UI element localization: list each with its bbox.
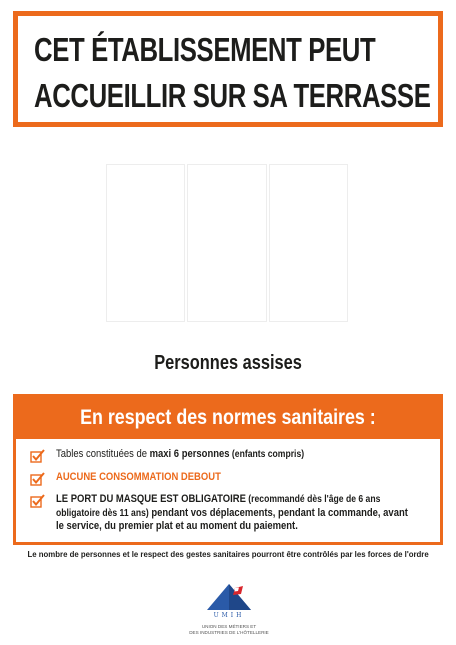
rule-prefix: Tables constituées de: [56, 448, 150, 460]
logo-subtitle: [184, 624, 274, 635]
header-frame: [13, 11, 443, 127]
capacity-digit-boxes: [106, 164, 350, 322]
capacity-digit-box: [106, 164, 185, 322]
rule-text: [56, 493, 408, 534]
checkbox-checked-icon: [30, 472, 46, 486]
checkbox-checked-icon: [30, 449, 46, 463]
rule-note: (recommandé dès l'âge de 6 ans: [245, 494, 381, 505]
rule-note: obligatoire dès 11 ans): [56, 507, 149, 519]
rule-emphasis: LE PORT DU MASQUE EST OBLIGATOIRE: [56, 493, 246, 505]
norms-title: En respect des normes sanitaires :: [80, 406, 376, 429]
footer-note: [0, 549, 456, 559]
pyramid-logo-icon: [205, 582, 253, 612]
header-line-1: CET ÉTABLISSEMENT PEUT: [34, 31, 376, 68]
logo-subtitle-line: UNION DES MÉTIERS ET: [201, 624, 257, 629]
capacity-digit-box: [187, 164, 266, 322]
logo-subtitle-line: DES INDUSTRIES DE L'HÔTELLERIE: [189, 629, 269, 635]
capacity-label-text: Personnes assises: [154, 352, 302, 374]
rule-suffix: (enfants compris): [229, 449, 305, 460]
rule-emphasis: maxi 6 personnes: [149, 448, 230, 460]
header-line-2: ACCUEILLIR SUR SA TERRASSE: [34, 77, 431, 114]
capacity-digit-box: [269, 164, 348, 322]
rule-text: AUCUNE CONSOMMATION DEBOUT: [56, 471, 221, 483]
sanitary-norms-box: [13, 394, 443, 545]
umih-logo: [184, 582, 274, 642]
checkbox-checked-icon: [30, 494, 46, 508]
logo-letters: UMIH: [213, 612, 245, 619]
rule-detail: pendant vos déplacements, pendant la commande, avant: [148, 506, 408, 519]
rule-text: [56, 448, 304, 462]
rule-detail: le service, du premier plat et au moment du paiement.: [56, 520, 298, 532]
footer-note-text: Le nombre de personnes et le respect des gestes sanitaires pourront être contrôlés par les forces de l'ordre: [27, 549, 429, 559]
norms-banner: [16, 397, 440, 439]
capacity-label: [0, 352, 456, 375]
